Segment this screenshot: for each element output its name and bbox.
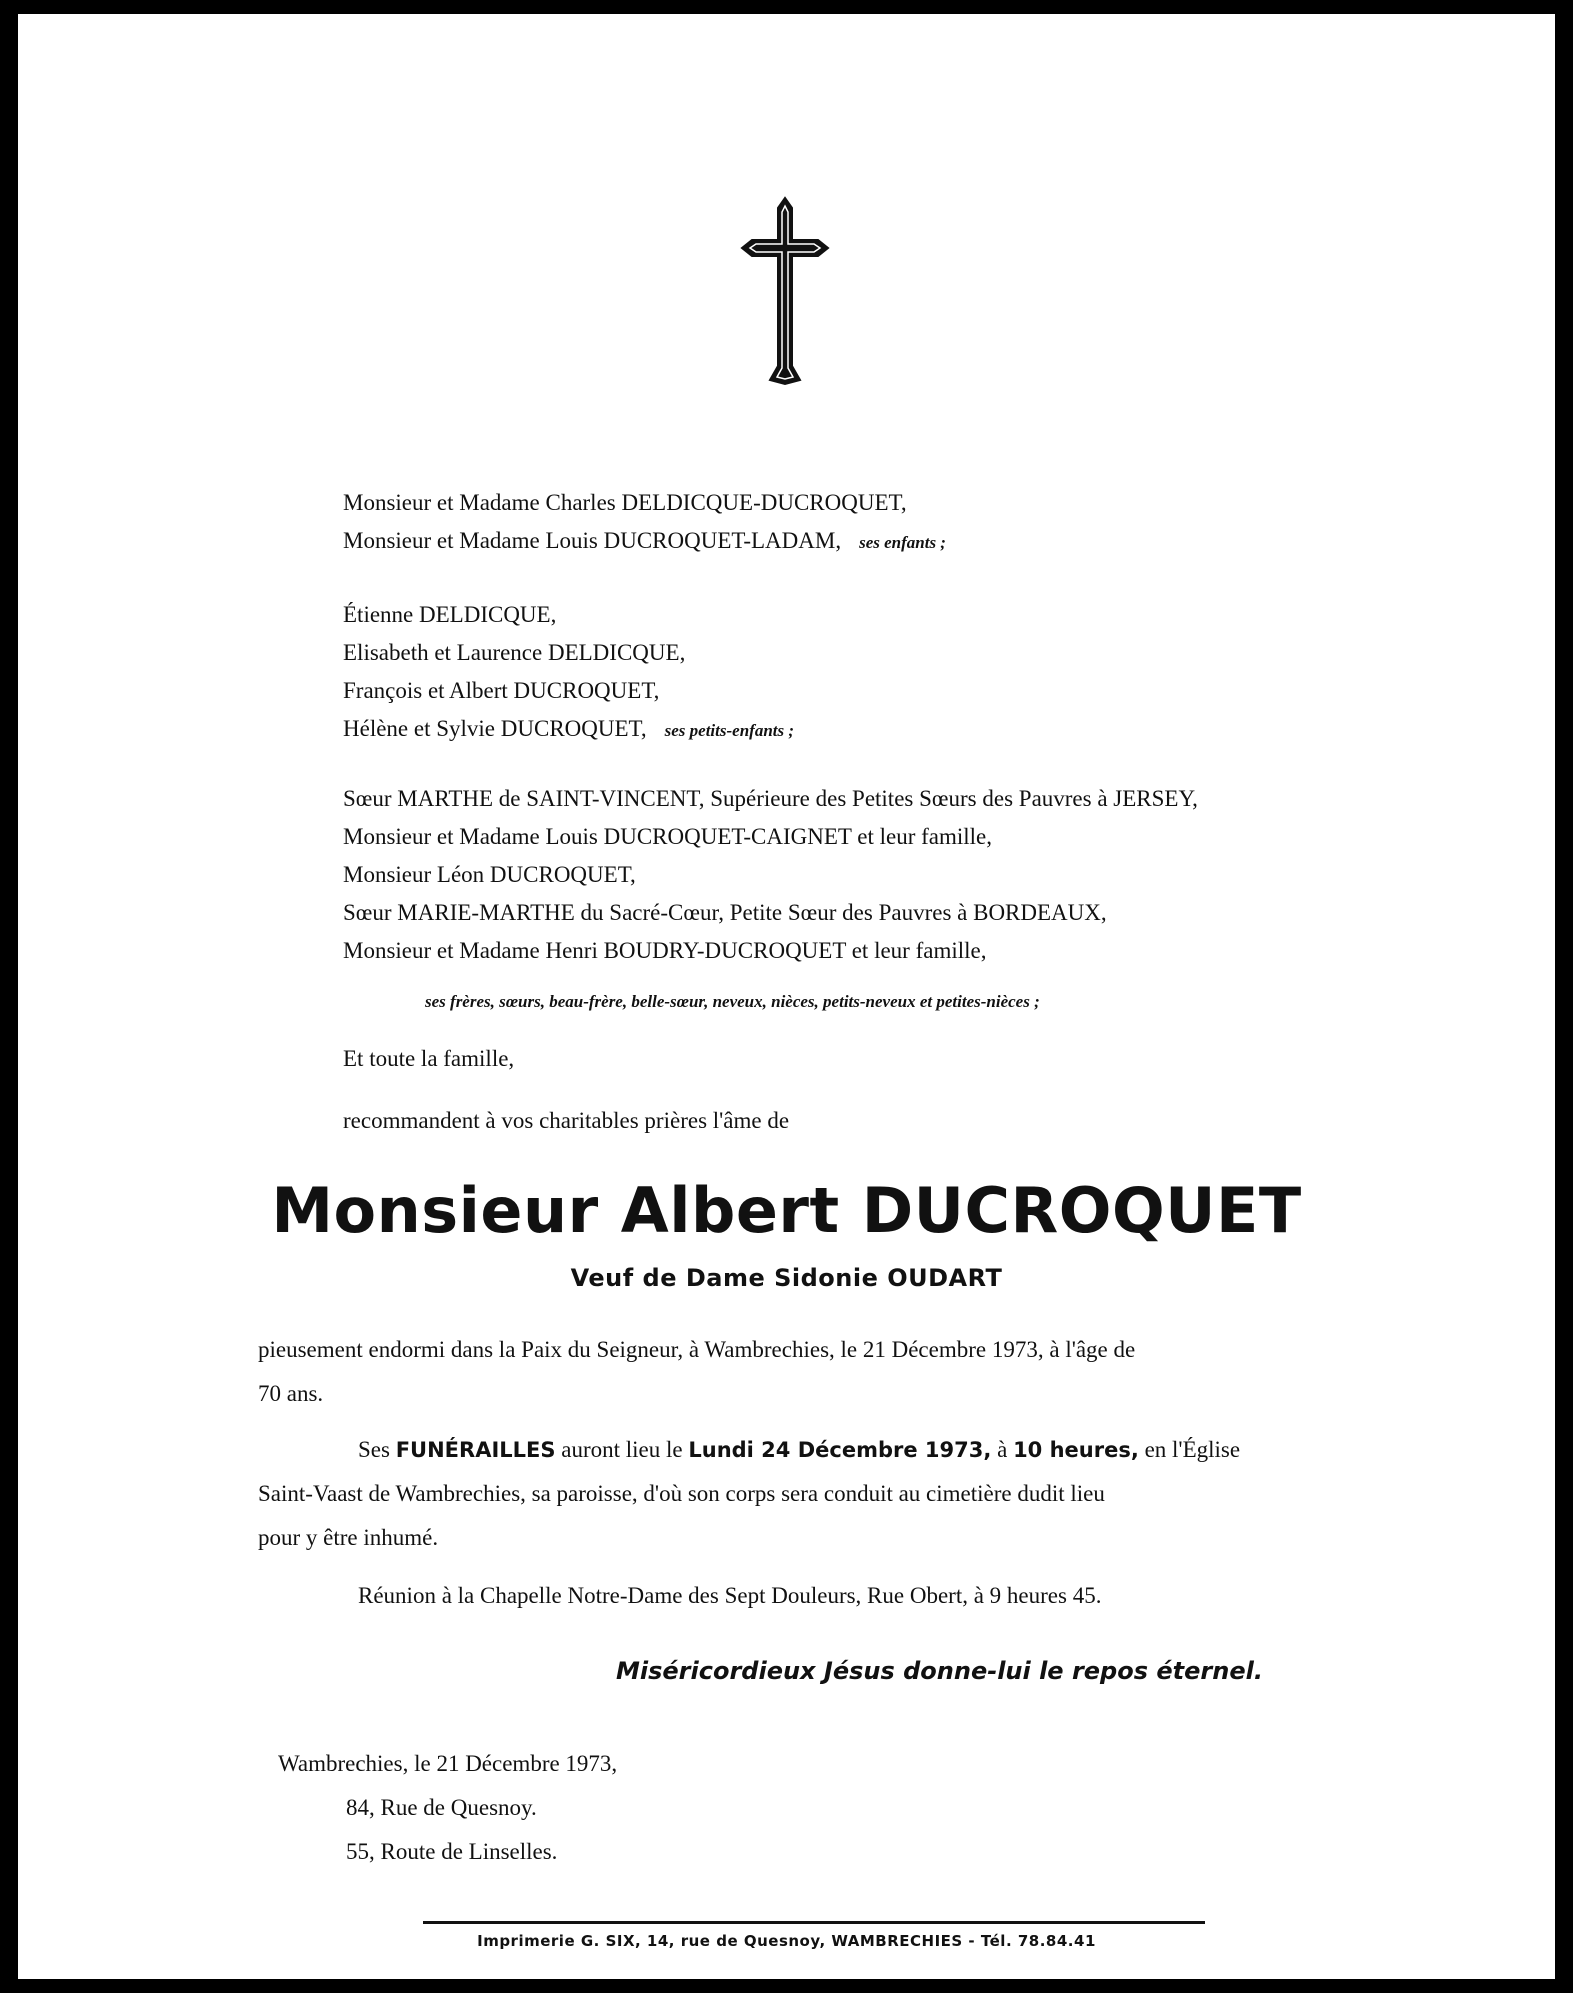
- family-line: Et toute la famille,: [343, 1046, 515, 1071]
- grandchild-line: Elisabeth et Laurence DELDICQUE,: [343, 640, 686, 665]
- grandchild-line: François et Albert DUCROQUET,: [343, 678, 660, 703]
- grandchildren-list: [343, 596, 794, 750]
- grandchild-line: Étienne DELDICQUE,: [343, 602, 557, 627]
- address-line-1: Wambrechies, le 21 Décembre 1973,: [278, 1751, 618, 1776]
- sibling-line: Monsieur Léon DUCROQUET,: [343, 862, 636, 887]
- death-line-1: pieusement endormi dans la Paix du Seigneur, à Wambrechies, le 21 Décembre 1973, à l'âge de: [258, 1337, 1136, 1362]
- funerailles-label: FUNÉRAILLES: [395, 1438, 556, 1462]
- relation-label: ses petits-enfants ;: [664, 721, 795, 740]
- funeral-paragraph: [258, 1428, 1240, 1560]
- reunion-line: Réunion à la Chapelle Notre-Dame des Sept Douleurs, Rue Obert, à 9 heures 45.: [358, 1583, 1102, 1608]
- sibling-line: Monsieur et Madame Henri BOUDRY-DUCROQUET et leur famille,: [343, 938, 987, 963]
- siblings-relation: ses frères, sœurs, beau-frère, belle-sœur, neveux, nièces, petits-neveux et petites-nièces ;: [425, 992, 1040, 1011]
- children-list: [343, 484, 946, 562]
- recommend-line: recommandent à vos charitables prières l'âme de: [343, 1108, 790, 1133]
- deceased-name: Monsieur Albert DUCROQUET: [271, 1174, 1302, 1247]
- death-paragraph: [258, 1328, 1135, 1416]
- sibling-line: Sœur MARIE-MARTHE du Sacré-Cœur, Petite Sœur des Pauvres à BORDEAUX,: [343, 900, 1107, 925]
- funeral-time: 10 heures,: [1013, 1438, 1139, 1462]
- sibling-line: Monsieur et Madame Louis DUCROQUET-CAIGNET et leur famille,: [343, 824, 992, 849]
- sibling-line: Sœur MARTHE de SAINT-VINCENT, Supérieure des Petites Sœurs des Pauvres à JERSEY,: [343, 786, 1198, 811]
- address-line-2: 84, Rue de Quesnoy.: [346, 1795, 537, 1820]
- widower-line: Veuf de Dame Sidonie OUDART: [570, 1264, 1003, 1292]
- funeral-line-1: Ses FUNÉRAILLES auront lieu le Lundi 24 Décembre 1973, à 10 heures, en l'Église: [358, 1437, 1241, 1462]
- address-line-3: 55, Route de Linselles.: [346, 1839, 558, 1864]
- printer-imprint: Imprimerie G. SIX, 14, rue de Quesnoy, WAMBRECHIES - Tél. 78.84.41: [477, 1932, 1096, 1950]
- death-line-2: 70 ans.: [258, 1381, 324, 1406]
- child-line: Monsieur et Madame Louis DUCROQUET-LADAM, ses enfants ;: [343, 528, 946, 553]
- footer-rule: [423, 1921, 1205, 1924]
- funeral-line-2: Saint-Vaast de Wambrechies, sa paroisse, d'où son corps sera conduit au cimetière dudit lieu: [258, 1481, 1105, 1506]
- address-block: [278, 1742, 617, 1874]
- prayer-line: Miséricordieux Jésus donne-lui le repos éternel.: [616, 1657, 1263, 1685]
- obituary-page: [18, 14, 1555, 1979]
- latin-cross-icon: [740, 196, 830, 386]
- funeral-line-3: pour y être inhumé.: [258, 1525, 439, 1550]
- relation-label: ses enfants ;: [859, 533, 946, 552]
- child-line: Monsieur et Madame Charles DELDICQUE-DUCROQUET,: [343, 490, 907, 515]
- funeral-date: Lundi 24 Décembre 1973,: [688, 1438, 992, 1462]
- siblings-list: [343, 780, 1198, 970]
- grandchild-line: Hélène et Sylvie DUCROQUET, ses petits-enfants ;: [343, 716, 795, 741]
